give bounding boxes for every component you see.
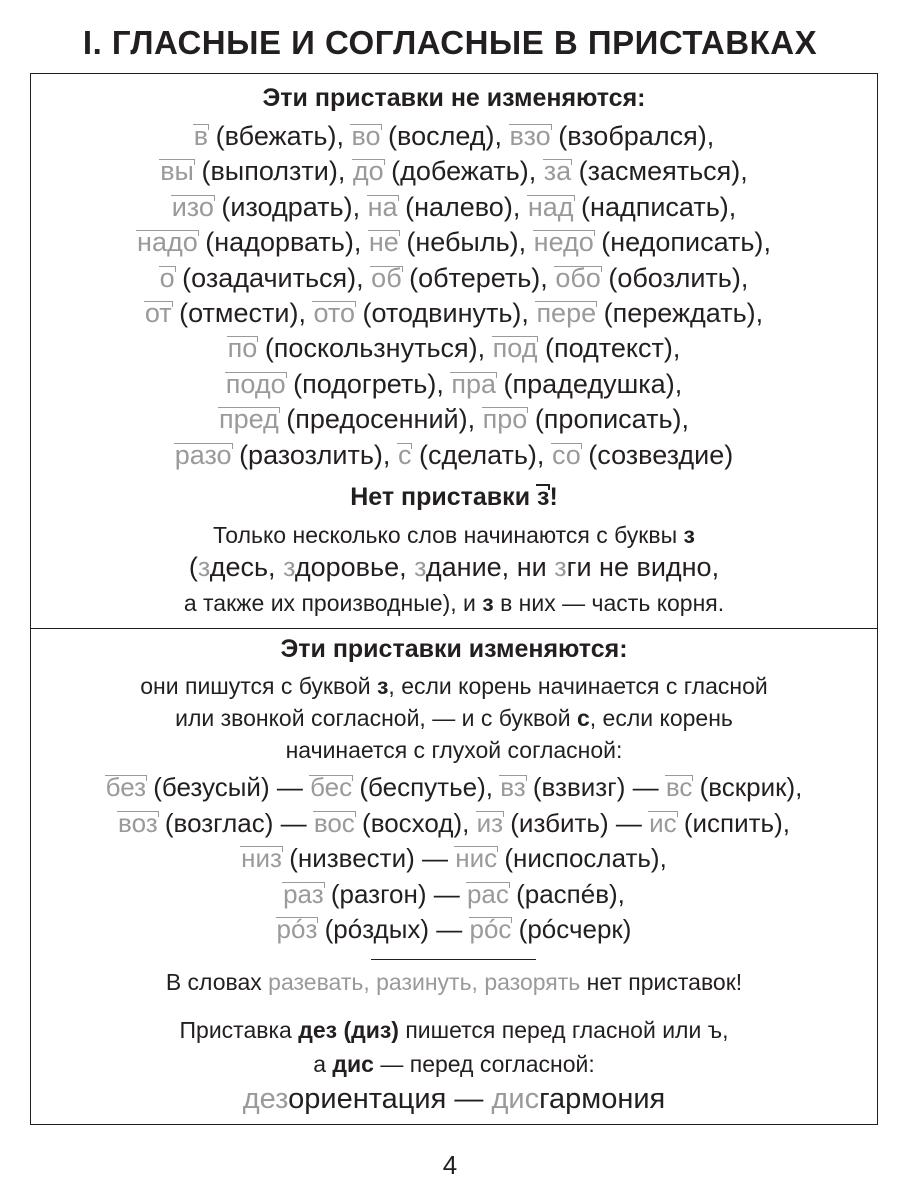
prefix-mark: до [353,153,384,187]
example-row: пред (предосенний), про (прописать), [31,401,877,435]
example-word: (обтереть) [409,262,541,293]
prefix-mark: надо [137,224,198,258]
example-word: (беспутье), [359,772,493,802]
example-word: (сделать) [418,439,537,470]
example-word: (испить), [683,807,790,838]
example-row [31,911,877,945]
example-word: (изодрать) [221,191,353,222]
section-heading: Эти приставки изменяются: [280,635,628,663]
example-word: (прописать) [534,404,682,435]
example-word: (надписать) [581,191,729,222]
example-word: (взобрался) [558,121,707,151]
example-word: (взвизг) — [532,772,659,802]
exception-line: В словах разевать, разинуть, разорять нет приставок! [165,969,743,995]
prefix-mark: под [493,330,538,364]
example-word: (недописать) [601,227,764,258]
prefix-mark: низ [241,840,282,874]
note-line: а также их производные), и з в них — часть корня. [183,590,725,616]
prefix-mark: разо [175,437,232,471]
example-word: (избить) — [510,807,642,838]
prefix-mark: ото [313,295,355,329]
prefix-mark: обо [555,260,601,294]
prefix-mark: от [145,295,172,329]
prefix-mark: ис [649,805,677,839]
example-word: (переждать) [603,298,756,328]
prefix-mark: с [398,437,412,471]
prefix-mark: про [483,401,528,435]
prefix-mark: бес [310,769,352,803]
prefix-mark: пере [536,295,596,329]
prefix-mark: без [106,769,146,803]
prefix-mark: вс [666,769,693,803]
example-row: разо (разозлить), с (сделать), со (созвездие) [31,437,877,471]
prefix-mark: вос [314,805,355,839]
example-word: (разозлить) [239,439,383,470]
example-word: (отмести) [179,298,299,328]
divider [371,959,536,960]
example-row: по (поскользнуться), под (подтекст), [31,330,877,364]
dez-dis-examples: дезориентация — дисгармония [242,1083,666,1115]
example-word: (выползти) [201,156,338,187]
page-number: 4 [442,1150,458,1180]
example-word: (созвездие) [588,439,734,470]
prefix-mark: по [228,330,258,364]
example-row [31,876,877,910]
example-row: от (отмести), ото (отодвинуть), пере (переждать), [31,295,877,329]
example-word: (рóздых) — [324,914,463,944]
prefix-mark: на [368,189,398,223]
prefix-mark: подо [226,366,286,400]
no-prefix-heading: Нет приставки з! [31,480,877,512]
example-row: изо (изодрать), на (налево), над (надписать), [31,189,877,223]
example-word: (вбежать) [215,121,337,151]
example-row: надо (надорвать), не (небыль), недо (недописать), [31,224,877,258]
prefix-mark: воз [118,805,158,839]
prefix-mark: со [552,437,581,471]
example-row: о (озадачиться), об (обтереть), обо (обозлить), [31,260,877,294]
example-word: (небыль) [406,227,519,258]
example-word: (ниспослать), [504,843,667,873]
example-word: (разгон) — [330,878,460,909]
prefix-mark: раз [283,876,324,910]
example-word: (поскользнуться) [264,333,478,364]
example-word: (озадачиться) [182,262,357,293]
section-heading: Эти приставки не изменяются: [262,84,646,112]
example-word: (налево) [405,191,513,222]
prefix-mark: рóс [470,911,512,945]
prefix-mark: вз [500,769,525,803]
example-row: вы (выползти), до (добежать), за (засмеяться), [31,153,877,187]
example-row [31,840,877,874]
example-row: в (вбежать), во (вослед), взо (взобрался), [31,118,877,152]
example-word: (вскрик), [699,772,803,802]
prefix-mark: над [528,189,574,223]
prefix-mark: не [369,224,399,258]
prefix-mark: недо [534,224,594,258]
page-title: I. ГЛАСНЫЕ И СОГЛАСНЫЕ В ПРИСТАВКАХ [82,24,818,61]
prefix-mark: нис [455,840,497,874]
changing-prefixes-box [30,628,878,1125]
prefix-mark: вы [160,153,194,187]
rule-line: они пишутся с буквой з, если корень начинается с гласной [140,673,768,699]
example-word: (распéв), [516,878,625,909]
example-word: (прадедушка) [503,368,675,399]
example-word: (подогреть) [293,368,437,399]
example-word: (рóсчерк) [518,914,632,944]
prefix-mark: за [544,153,571,187]
prefix-mark: об [371,260,401,294]
prefix-mark: о [160,260,175,294]
example-word: (добежать) [391,156,529,187]
prefix-mark: из [477,805,503,839]
unchanging-prefixes-box [30,73,878,629]
rule-line: или звонкой согласной, — и с буквой с, если корень [175,705,733,731]
example-word: (вослед) [388,121,495,151]
example-row [31,805,877,839]
example-word: (безусый) — [153,772,303,802]
z-words-examples: (здесь, здоровье, здание, ни зги не видно, [188,552,720,582]
prefix-mark: во [351,118,380,152]
example-word: (возглас) — [164,807,307,838]
dez-rule-line: Приставка дез (диз) пишется перед гласной или ъ, [179,1017,729,1043]
example-word: (обозлить) [608,262,741,293]
example-word: (отодвинуть) [362,298,522,328]
prefix-mark: рас [467,876,509,910]
prefix-mark: изо [172,189,214,223]
prefix-mark: пред [219,401,279,435]
example-word: (надорвать) [205,227,354,258]
example-word: (предосенний) [286,404,468,435]
example-word: (восход), [362,807,470,838]
rule-line: начинается с глухой согласной: [285,737,623,763]
example-word: (низвести) — [289,843,448,873]
example-row [31,769,877,803]
prefix-mark: рóз [277,911,318,945]
dez-rule-line: а дис — перед согласной: [313,1051,595,1077]
prefix-z: з [537,480,549,512]
note-line: Только несколько слов начинаются с буквы з [213,522,695,548]
example-word: (засмеяться) [578,156,741,187]
example-word: (подтекст) [544,333,673,364]
prefix-mark: пра [451,366,496,400]
prefix-mark: в [194,118,208,152]
prefix-mark: взо [510,118,551,152]
example-row: подо (подогреть), пра (прадедушка), [31,366,877,400]
